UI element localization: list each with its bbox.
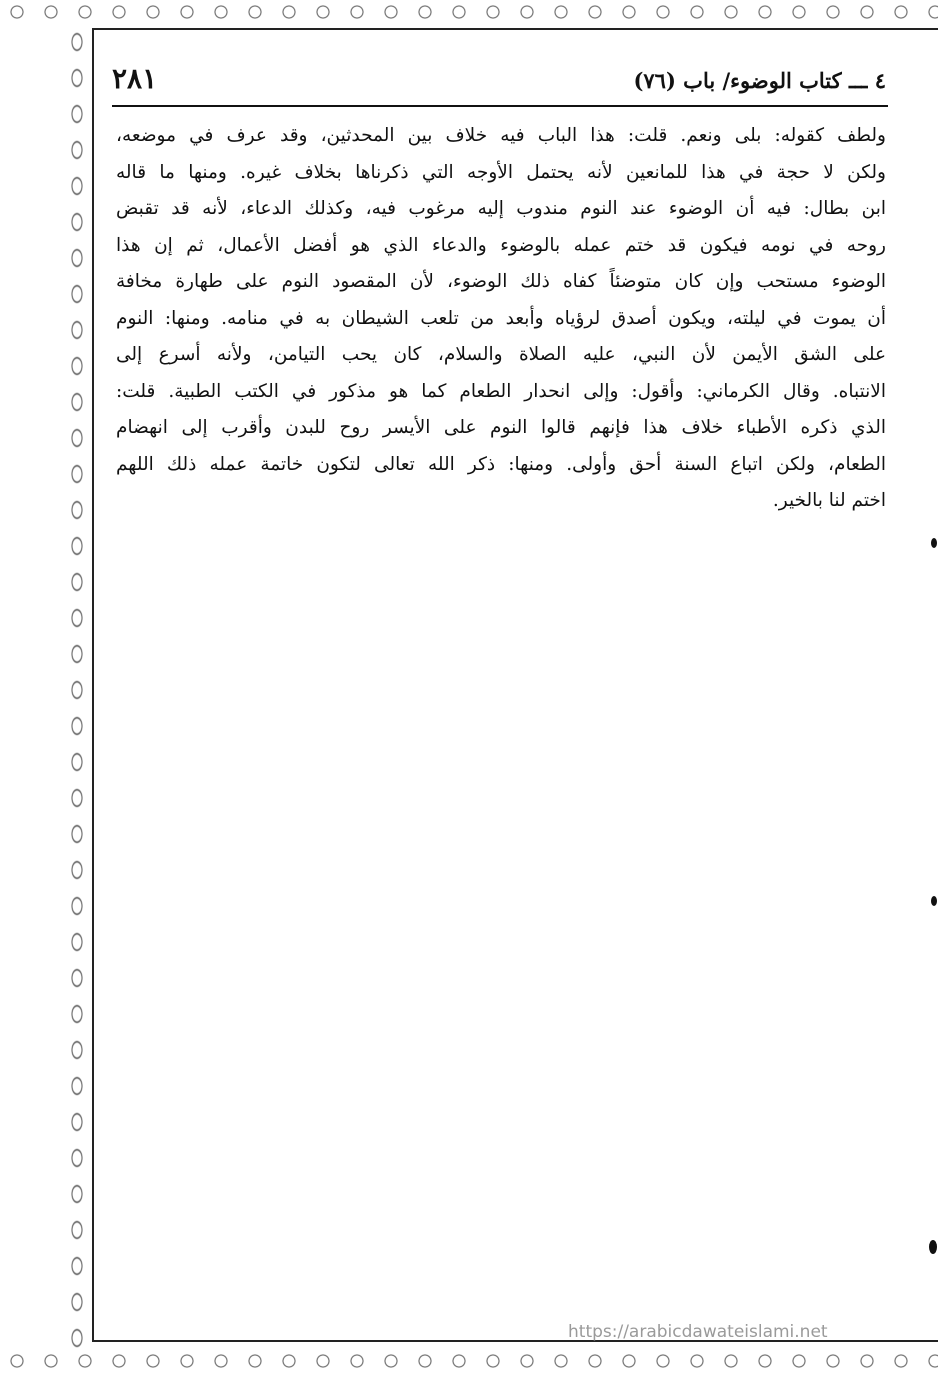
header-rule — [112, 105, 888, 107]
text-line: على الشق الأيمن لأن النبي، عليه الصلاة والسلام، كان يحب التيامن، ولأنه أسرع إلى — [116, 344, 886, 365]
page-number: ٢٨١ — [112, 62, 158, 95]
text-line: ولكن لا حجة في هذا للمانعين لأنه يحتمل الأوجه التي ذكرناها بخلاف غيره. ومنها ما قاله — [116, 161, 886, 183]
ornamental-border-left — [66, 24, 88, 1349]
text-line: ولطف كقوله: بلى ونعم. قلت: هذا الباب فيه خلاف بين المحدثين، وقد عرف في موضعه، — [116, 125, 886, 146]
frame-line-left — [92, 30, 94, 1340]
text-line: ابن بطال: فيه أن الوضوء عند النوم مندوب إليه مرغوب فيه، وكذلك الدعاء، لأنه قد تقبض — [116, 198, 886, 219]
body-text — [116, 118, 886, 520]
watermark-url: https://arabicdawateislami.net — [568, 1322, 828, 1342]
ornamental-border-bottom — [0, 1349, 938, 1373]
frame-line-top — [92, 28, 938, 30]
text-line: الانتباه. وقال الكرماني: وأقول: وإلى انحدار الطعام كما هو مذكور في الكتب الطبية. قلت: — [116, 380, 886, 402]
text-line: أن يموت في ليلته، ويكون أصدق لرؤياه وأبعد من تلعب الشيطان به في منامه. ومنها: النوم — [116, 307, 886, 329]
text-line: روحه في نومه فيكون قد ختم عمله بالوضوء والدعاء الذي هو أفضل الأعمال، ثم إن هذا — [116, 234, 886, 256]
page-header — [112, 62, 886, 102]
ornamental-border-top — [0, 0, 938, 24]
text-line: الذي ذكره الأطباء خلاف هذا فإنهم قالوا النوم على الأيسر روح للبدن وأقرب إلى انهضام — [116, 417, 886, 438]
running-title: ٤ ـــ كتاب الوضوء/ باب (٧٦) — [633, 68, 886, 93]
text-line: الطعام، ولكن اتباع السنة أحق وأولى. ومنها: ذكر الله تعالى لتكون خاتمة عمله ذلك اللهم — [116, 453, 886, 475]
text-line: اختم لنا بالخير. — [772, 490, 886, 511]
text-line: الوضوء مستحب وإن كان متوضئاً كفاه ذلك الوضوء، لأن المقصود النوم على طهارة مخافة — [116, 271, 886, 292]
scan-speck — [931, 896, 937, 906]
scan-speck — [929, 1240, 937, 1254]
scan-speck — [931, 538, 937, 548]
